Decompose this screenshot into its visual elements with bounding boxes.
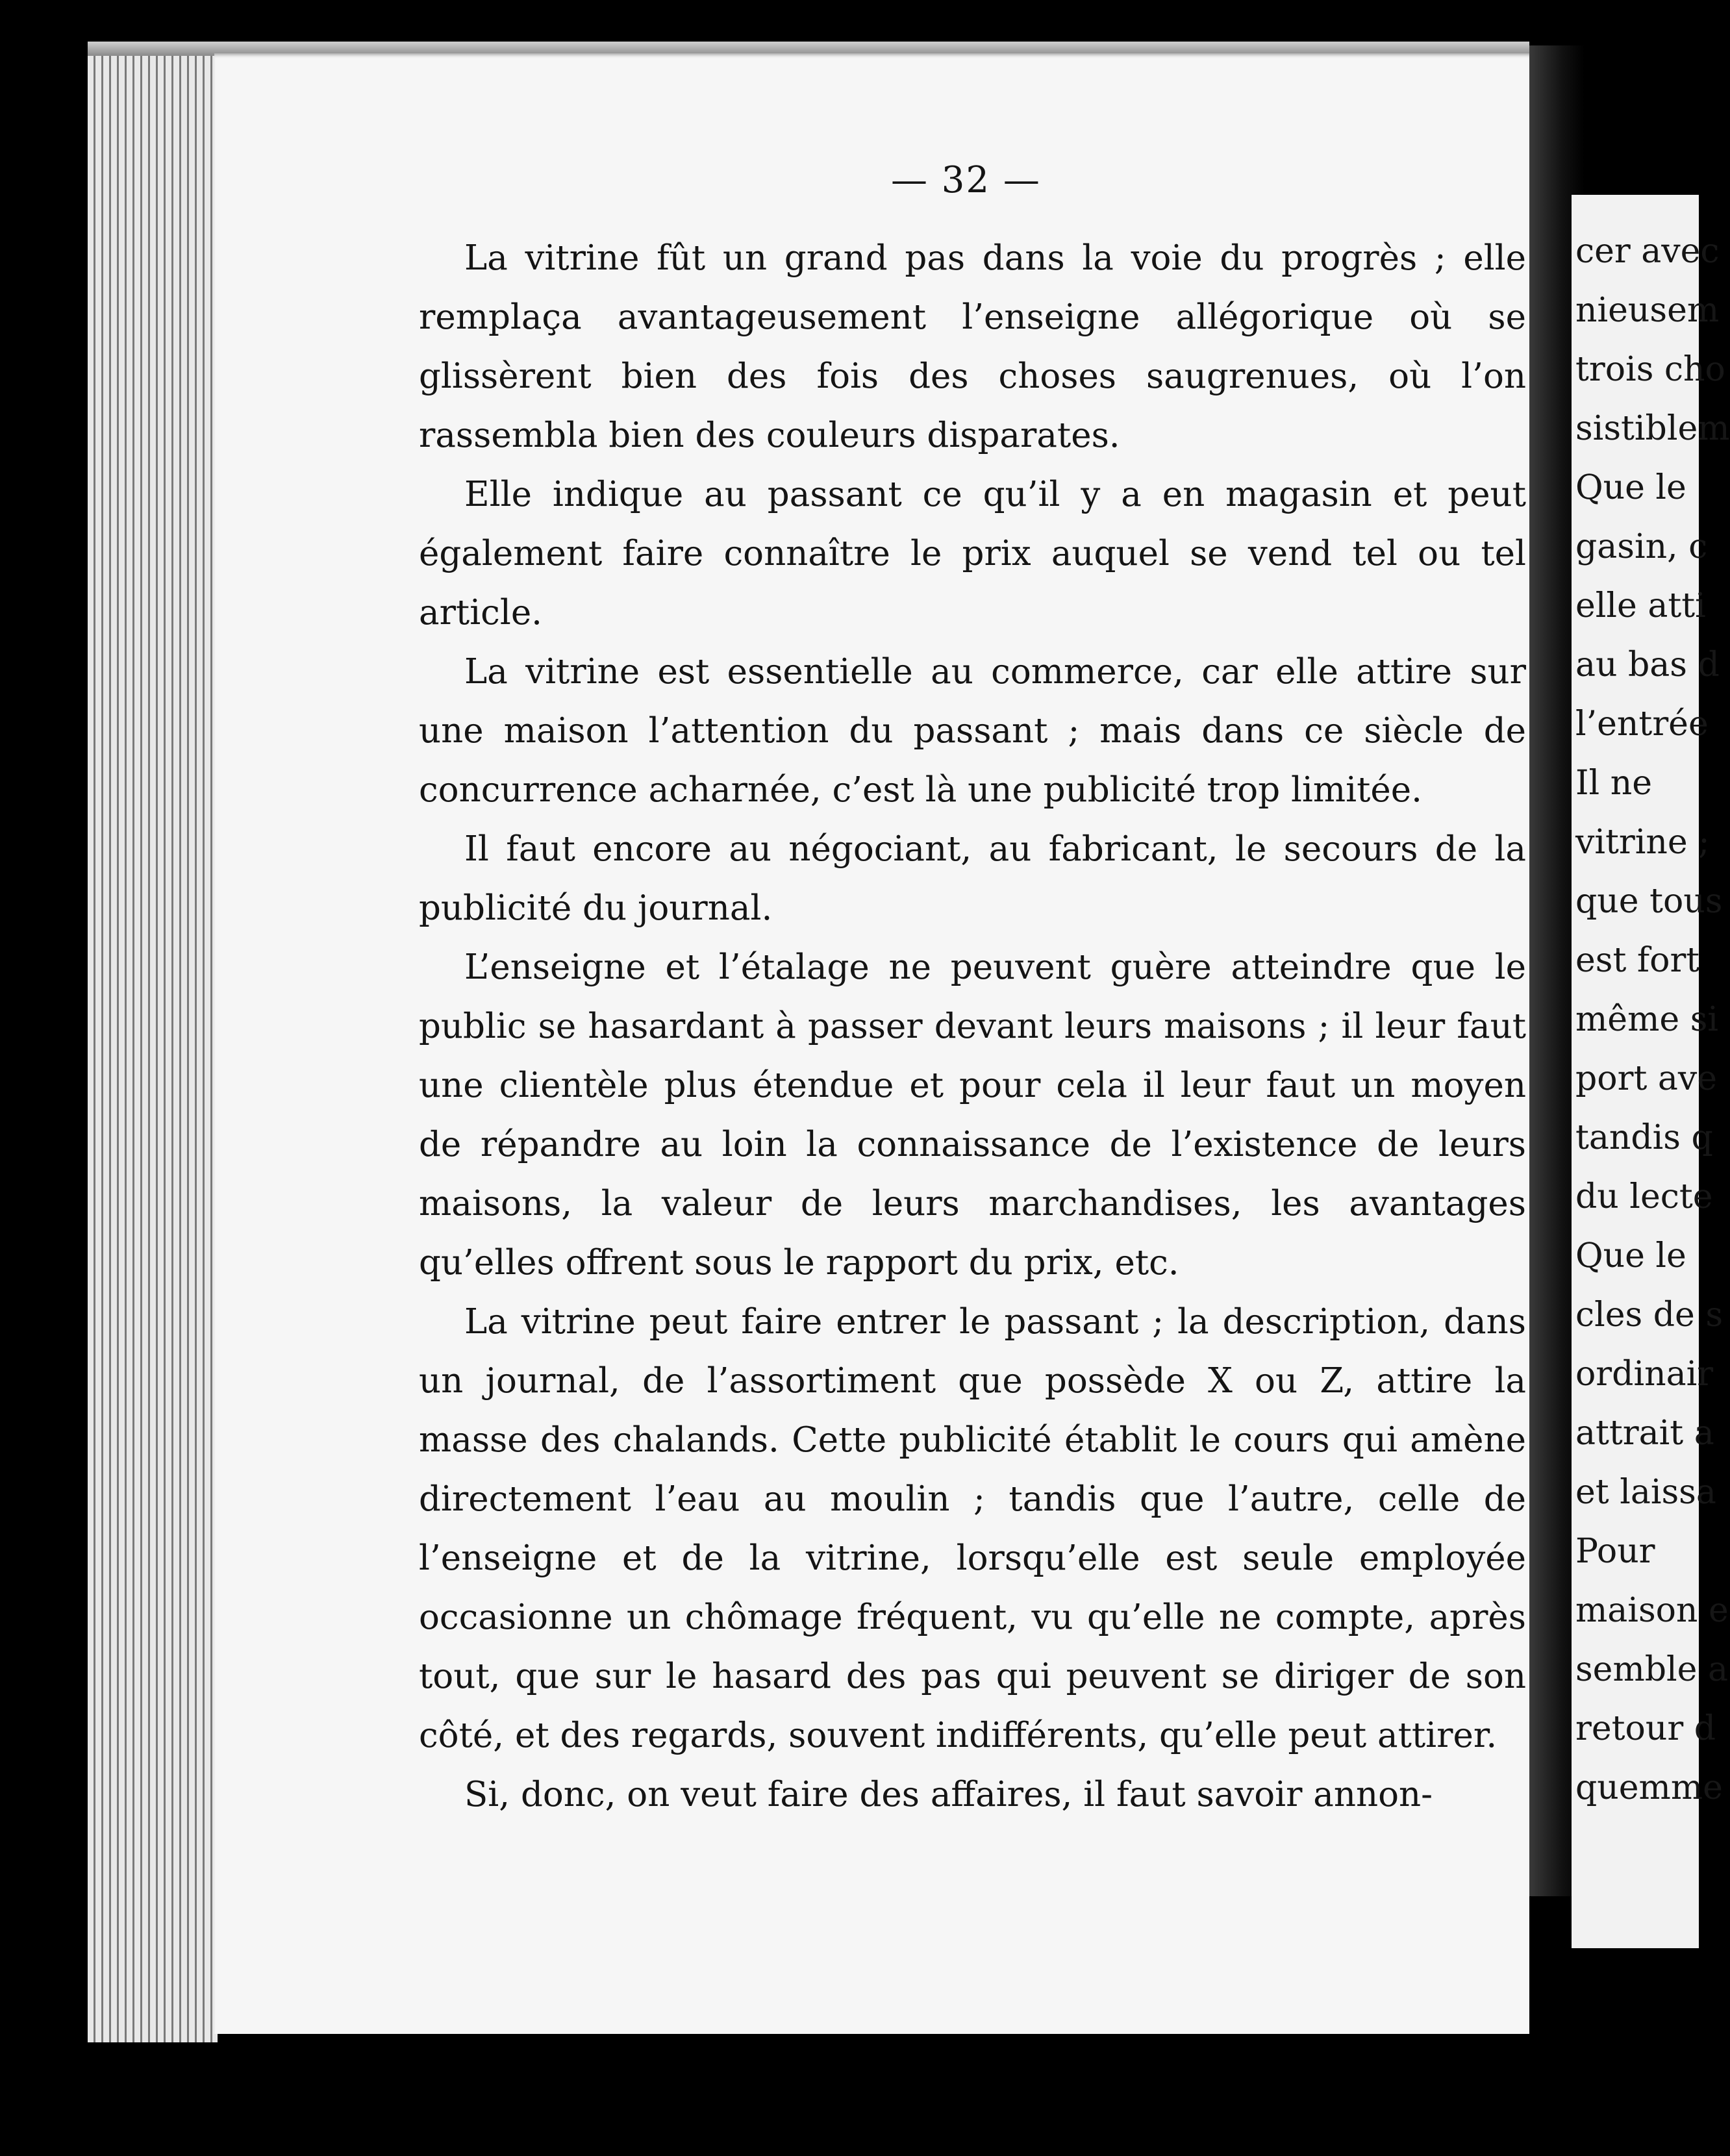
paragraph-7: Si, donc, on veut faire des affaires, il faut savoir annon- <box>464 1775 1433 1814</box>
right-line: nieusem <box>1575 291 1720 330</box>
right-line: même si <box>1575 1000 1719 1039</box>
paragraph-3: La vitrine est essentielle au commerce, car elle attire sur une maison l’attention du passant ; mais dans ce siècle de concurrence acharnée, c’est là une publicité trop limitée. <box>419 652 1526 810</box>
right-page-lines <box>1575 222 1730 1818</box>
paragraph-6: La vitrine peut faire entrer le passant ; la description, dans un journal, de l’assortiment que possède X ou Z, attire la masse des chalands. Cette publicité établit le cours qui amène directement l’eau au moulin ; tandis que l’autre, celle de l’enseigne et de la vitrine, lorsqu’elle est seule employée occasionne un chômage fréquent, vu qu’elle ne compte, après tout, que sur le hasard des pas qui peuvent se diriger de son côté, et des regards, souvent indifférents, qu’elle peut attirer. <box>419 1302 1526 1755</box>
right-line: Il ne <box>1575 764 1652 803</box>
right-line: ordinair <box>1575 1355 1714 1394</box>
right-line: Pour <box>1575 1532 1655 1571</box>
right-line: attrait a <box>1575 1414 1714 1453</box>
right-line: Que le <box>1575 468 1686 507</box>
right-line: et laissa <box>1575 1473 1716 1512</box>
paragraph-2: Elle indique au passant ce qu’il y a en magasin et peut également faire connaître le prix auquel se vend tel ou tel article. <box>419 475 1526 633</box>
body-text <box>419 229 1526 1824</box>
right-line: est fort <box>1575 941 1700 980</box>
right-line: vitrine ; <box>1575 823 1710 862</box>
right-line: l’entrée <box>1575 705 1709 744</box>
right-line: quemme <box>1575 1768 1723 1807</box>
right-line: elle atti <box>1575 586 1706 625</box>
right-line: gasin, c <box>1575 527 1708 566</box>
right-line: du lecte <box>1575 1177 1713 1216</box>
right-line: tandis q <box>1575 1118 1713 1157</box>
page-number: — 32 — <box>891 159 1041 201</box>
right-line: Que le <box>1575 1236 1686 1275</box>
right-line: cles de s <box>1575 1296 1724 1335</box>
paragraph-5: L’enseigne et l’étalage ne peuvent guère atteindre que le public se hasardant à passer devant leurs maisons ; il leur faut une clientèle plus étendue et pour cela il leur faut un moyen de répandre au loin la connaissance de l’existence de leurs maisons, la valeur de leurs marchandises, les avantages qu’elles offrent sous le rapport du prix, etc. <box>419 947 1526 1283</box>
right-line: sistiblem <box>1575 409 1730 448</box>
right-line: au bas d <box>1575 646 1720 684</box>
right-line: cer avec <box>1575 232 1720 271</box>
right-line: port ave <box>1575 1059 1718 1098</box>
page-stack-edges <box>88 45 218 2042</box>
right-line: retour d <box>1575 1709 1716 1748</box>
right-line: maison e <box>1575 1591 1729 1630</box>
paragraph-1: La vitrine fût un grand pas dans la voie du progrès ; elle remplaça avantageusement l’enseigne allégorique où se glissèrent bien des fois des choses saugrenues, où l’on rassembla bien des couleurs disparates. <box>419 238 1526 455</box>
right-line: semble a <box>1575 1650 1728 1689</box>
right-line: que tous <box>1575 882 1723 921</box>
right-line: trois cho <box>1575 350 1725 389</box>
paragraph-4: Il faut encore au négociant, au fabricant, le secours de la publicité du journal. <box>419 829 1526 928</box>
right-page-fragment <box>1572 195 1730 1948</box>
